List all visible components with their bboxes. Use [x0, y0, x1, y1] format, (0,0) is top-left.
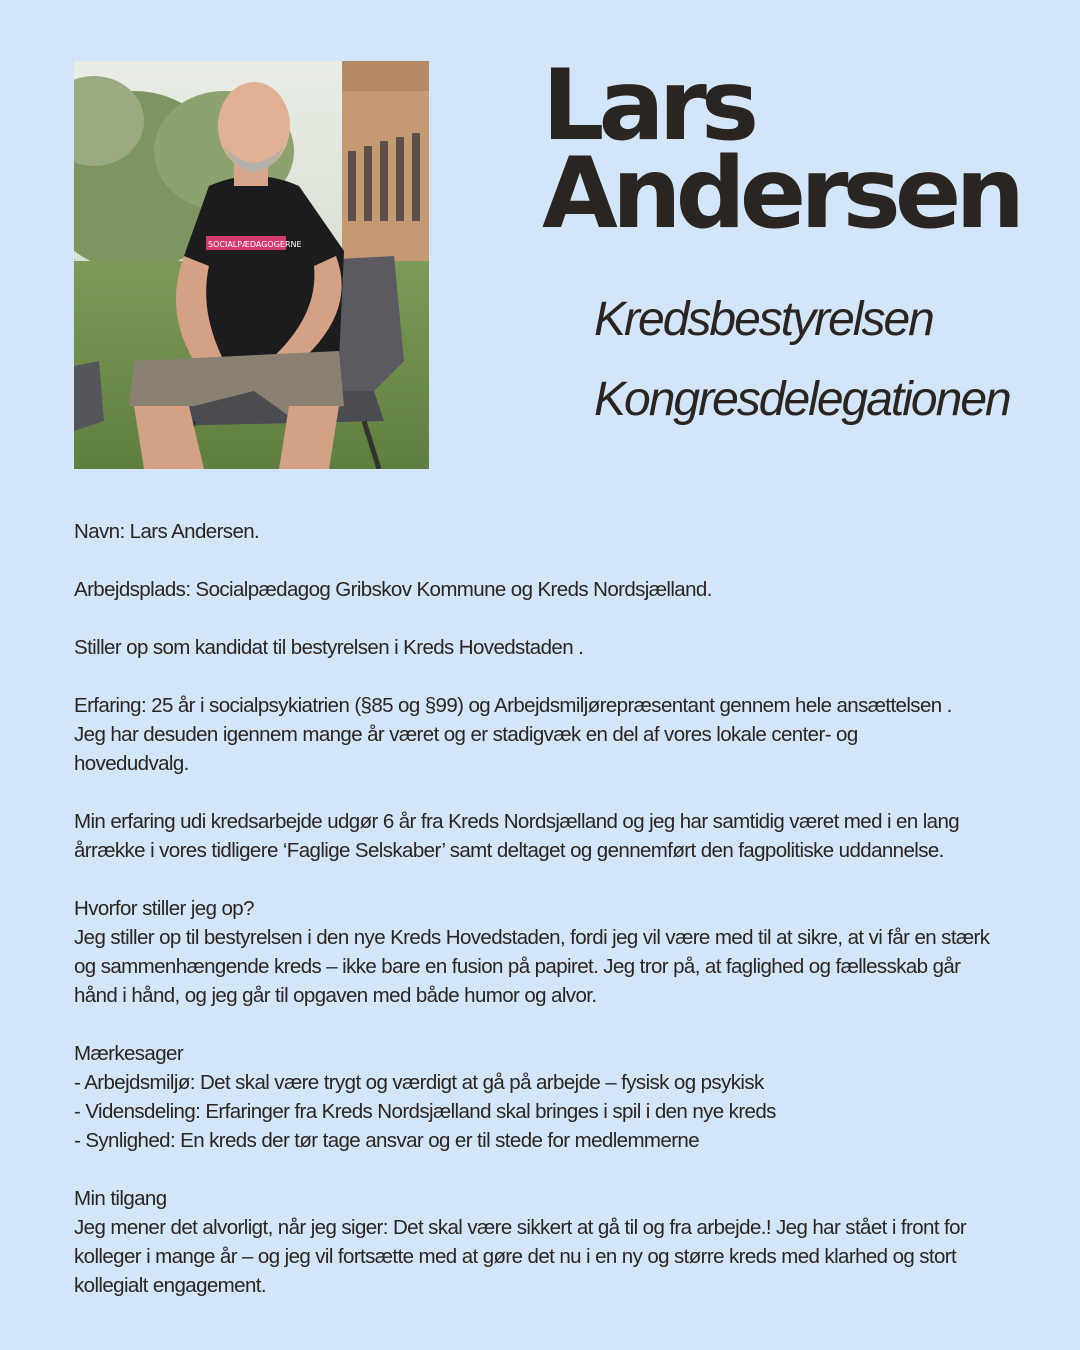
candidate-roles [594, 280, 1010, 440]
text-line: Erfaring: 25 år i socialpsykiatrien (§85 og §99) og Arbejdsmiljørepræsentant gennem hele ansættelsen . [74, 694, 952, 717]
list-item: - Arbejdsmiljø: Det skal være trygt og værdigt at gå på arbejde – fysisk og psykisk [74, 1071, 764, 1094]
candidate-description [74, 517, 1024, 1329]
why-paragraph [74, 894, 1024, 1010]
section-heading: Min tilgang [74, 1187, 167, 1210]
approach-paragraph [74, 1184, 1024, 1300]
first-name: Lars [542, 49, 754, 163]
candidacy-paragraph [74, 633, 1024, 662]
text-line: hovedudvalg. [74, 752, 189, 775]
text-line: Jeg har desuden igennem mange år været og er stadigvæk en del af vores lokale center- og [74, 723, 858, 746]
district-experience-paragraph [74, 807, 1024, 865]
section-heading: Mærkesager [74, 1042, 184, 1065]
name-line: Navn: Lars Andersen. [74, 520, 260, 543]
shirt-print: SOCIALPÆDAGOGERNE [208, 240, 302, 249]
role-item: Kredsbestyrelsen [594, 293, 933, 346]
candidate-photo [74, 61, 429, 469]
text-line: Jeg stiller op til bestyrelsen i den nye Kreds Hovedstaden, fordi jeg vil være med til at sikre, at vi får en stærk [74, 926, 990, 949]
text-line: Min erfaring udi kredsarbejde udgør 6 år fra Kreds Nordsjælland og jeg har samtidig været med i en lang [74, 810, 960, 833]
workplace-paragraph [74, 575, 1024, 604]
candidacy-line: Stiller op som kandidat til bestyrelsen i Kreds Hovedstaden . [74, 636, 584, 659]
photo-illustration [74, 61, 429, 469]
section-heading: Hvorfor stiller jeg op? [74, 897, 254, 920]
text-line: kollegialt engagement. [74, 1274, 266, 1297]
name-paragraph [74, 517, 1024, 546]
experience-paragraph [74, 691, 1024, 778]
role-item: Kongresdelegationen [594, 373, 1010, 426]
text-line: hånd i hånd, og jeg går til opgaven med både humor og alvor. [74, 984, 597, 1007]
text-line: kolleger i mange år – og jeg vil fortsætte med at gøre det nu i en ny og større kreds med klarhed og stort [74, 1245, 957, 1268]
list-item: - Vidensdeling: Erfaringer fra Kreds Nordsjælland skal bringes i spil i den nye kreds [74, 1100, 776, 1123]
causes-paragraph [74, 1039, 1024, 1155]
candidate-name [542, 49, 1020, 251]
workplace-line: Arbejdsplads: Socialpædagog Gribskov Kommune og Kreds Nordsjælland. [74, 578, 712, 601]
last-name: Andersen [542, 137, 1020, 251]
list-item: - Synlighed: En kreds der tør tage ansvar og er til stede for medlemmerne [74, 1129, 700, 1152]
text-line: Jeg mener det alvorligt, når jeg siger: Det skal være sikkert at gå til og fra arbejde.! Jeg har stået i front for [74, 1216, 967, 1239]
text-line: og sammenhængende kreds – ikke bare en fusion på papiret. Jeg tror på, at faglighed og fællesskab går [74, 955, 961, 978]
text-line: årrække i vores tidligere ‘Faglige Selskaber’ samt deltaget og gennemført den fagpolitiske uddannelse. [74, 839, 944, 862]
